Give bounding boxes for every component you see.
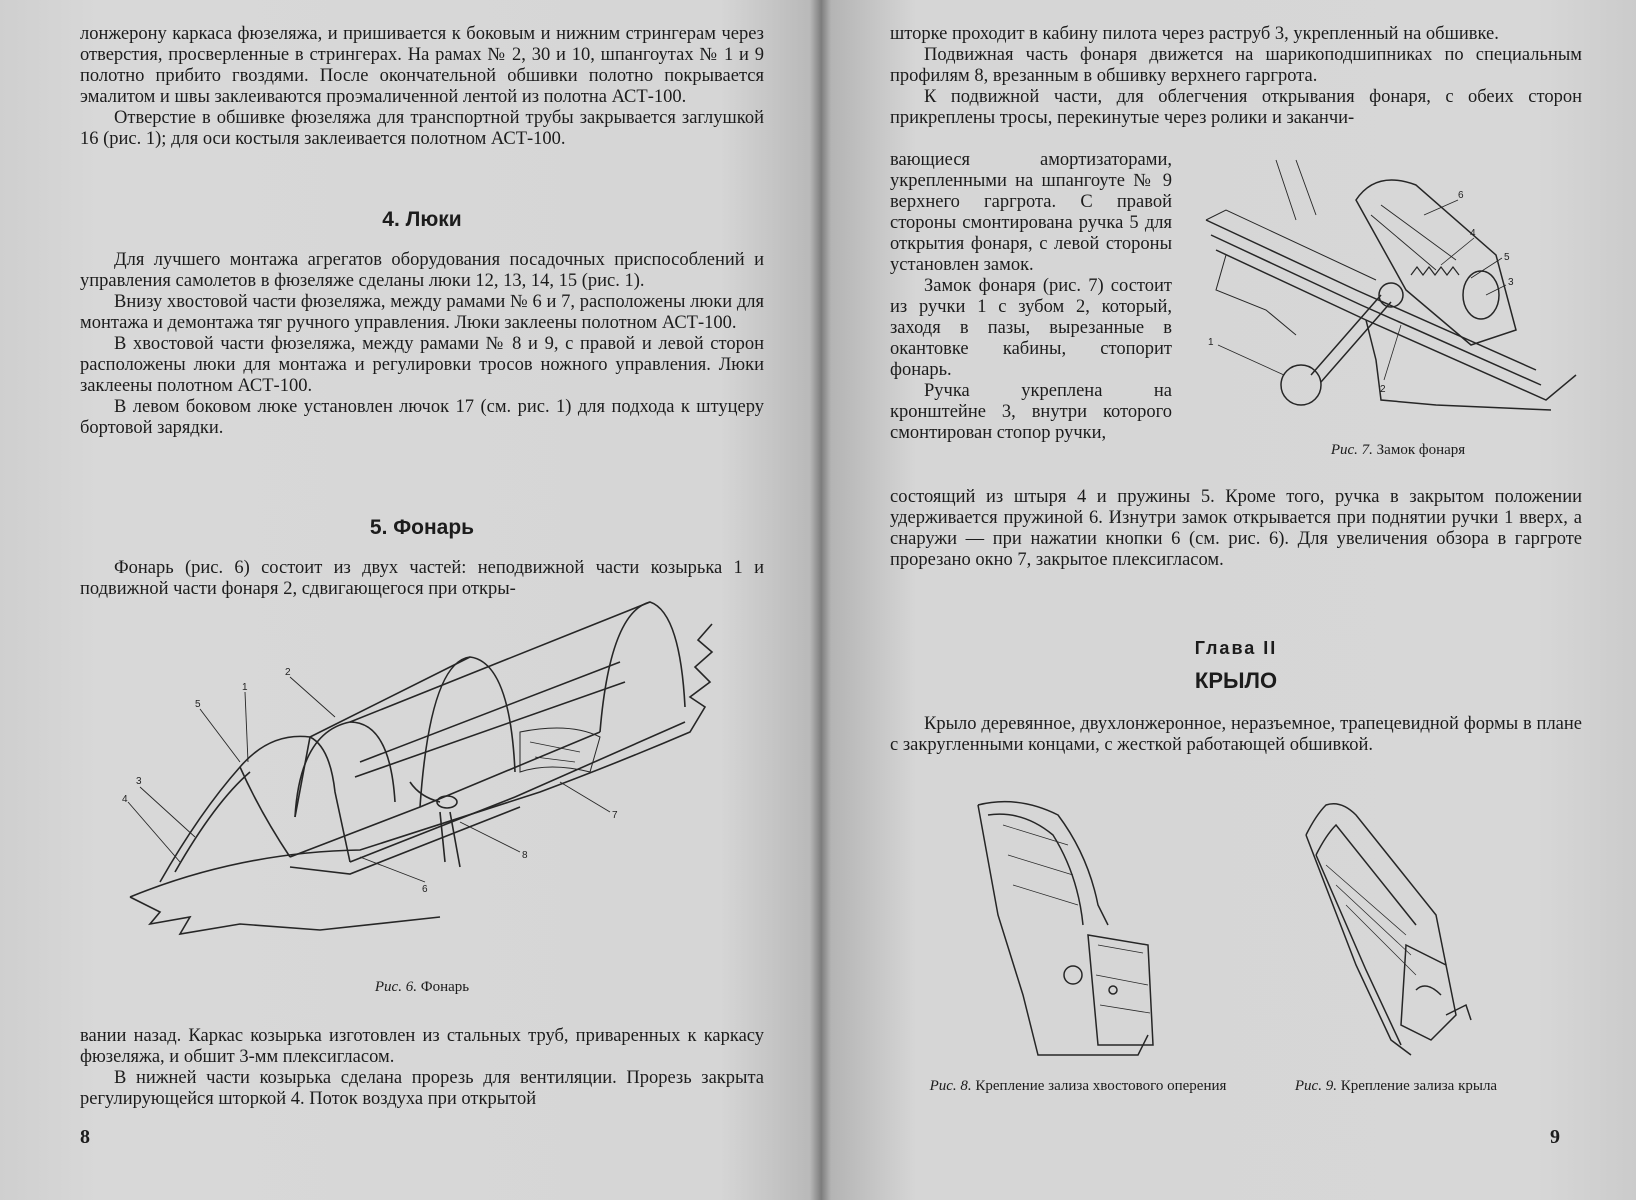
fig6-callout-4: 4: [122, 794, 128, 805]
left-text-block-3: [80, 558, 764, 600]
fig9-block: [1401, 945, 1456, 1040]
fig6-top-rail: [350, 602, 650, 722]
section-heading-canopy: 5. Фонарь: [369, 516, 475, 539]
fig6-callout-5: 5: [195, 699, 201, 710]
left-paragraph-3: Для лучшего монтажа агрегатов оборудования посадочных приспособлений и управления самолетов в фюзеляже сделаны люки 12, 13, 14, 15 (рис. 1).: [80, 250, 764, 291]
fig6-caption-label: Рис. 6.: [374, 979, 417, 995]
chapter-title: КРЫЛО: [1194, 668, 1278, 693]
figure-8-tail-fillet-drawing: [978, 795, 1178, 1065]
left-paragraph-6: В левом боковом люке установлен лючок 17 (см. рис. 1) для подхода к штуцеру бортовой зарядки.: [80, 397, 764, 438]
figure-6-canopy-drawing: [120, 612, 720, 942]
fig9-caption-text: Крепление зализа крыла: [1340, 1078, 1498, 1094]
figure-7-caption: [1228, 441, 1568, 459]
fig7-caption-text: Замок фонаря: [1376, 442, 1466, 458]
fig9-fillet-profile: [1306, 804, 1446, 965]
fig6-middle-hoop: [420, 657, 515, 807]
fig7-callout-2: 2: [1380, 384, 1386, 395]
fig8-block: [1088, 935, 1153, 1045]
fig6-callout-3: 3: [136, 776, 142, 787]
right-page: [818, 0, 1636, 1200]
right-paragraph-5-full: состоящий из штыря 4 и пружины 5. Кроме того, ручка в закрытом положении удерживается пружиной 6. Изнутри замок открывается при поднятии ручки 1 вверх, а снаружи — при нажатии кнопки 6 (см. рис. 6). Для увеличения обзора в гаргроте прорезано окно 7, закрытое плексигласом.: [890, 487, 1582, 570]
right-text-block-narrow: [890, 150, 1172, 444]
right-text-block-2: [890, 487, 1582, 571]
left-text-block-1: [80, 24, 764, 150]
right-paragraph-6: Крыло деревянное, двухлонжеронное, неразъемное, трапецевидной формы в плане с закругленными концами, с жесткой работающей обшивкой.: [890, 714, 1582, 755]
right-page-number: 9: [1550, 1126, 1560, 1148]
left-paragraph-4: Внизу хвостовой части фюзеляжа, между рамами № 6 и 7, расположены люки для монтажа и демонтажа тяг ручного управления. Люки заклеены полотном АСТ-100.: [80, 292, 764, 333]
fig7-spring: [1411, 267, 1459, 275]
right-paragraph-3-narrow: вающиеся амортизаторами, укрепленными на шпангоуте № 9 верхнего гаргрота. С правой стороны смонтирована ручка 5 для открытия фонаря, с левой стороны установлен замок.: [890, 150, 1172, 275]
figure-9-caption: [1236, 1077, 1556, 1095]
fig6-jagged-bottom: [130, 897, 440, 934]
section-heading-hatches: 4. Люки: [382, 208, 462, 231]
fig8-caption-label: Рис. 8.: [929, 1078, 972, 1094]
fig7-callout-4: 4: [1470, 228, 1476, 239]
right-paragraph-2: Подвижная часть фонаря движется на шарикоподшипниках по специальным профилям 8, врезанным в обшивку верхнего гаргрота.: [890, 45, 1582, 86]
right-paragraph-5-narrow: Ручка укреплена на кронштейне 3, внутри которого смонтирован стопор ручки,: [890, 381, 1172, 443]
fig9-caption-label: Рис. 9.: [1294, 1078, 1337, 1094]
fig6-callout-2: 2: [285, 667, 291, 678]
fig6-callout-7: 7: [612, 810, 618, 821]
left-paragraph-1: лонжерону каркаса фюзеляжа, и пришивается к боковым и нижним стрингерам через отверстия, просверленные в стрингерах. На рамах № 2, 30 и 10, шпангоутах № 1 и 9 полотно прибито гвоздями. После окончательной обшивки полотно покрывается эмалитом и швы заклеиваются проэмаличенной лентой из полотна АСТ-100.: [80, 24, 764, 107]
fig7-callout-3: 3: [1508, 277, 1514, 288]
figure-6-caption: [80, 978, 764, 996]
fig6-callout-6: 6: [422, 884, 428, 895]
fig6-lower-rail: [290, 732, 600, 857]
fig6-callout-8: 8: [522, 850, 528, 861]
left-page-number: 8: [80, 1126, 90, 1148]
fig7-callout-1: 1: [1208, 337, 1214, 348]
fig6-callout-1: 1: [242, 682, 248, 693]
left-text-block-2: [80, 250, 764, 439]
left-paragraph-9: В нижней части козырька сделана прорезь для вентиляции. Прорезь закрыта регулирующейся шторкой 4. Поток воздуха при открытой: [80, 1068, 764, 1109]
left-paragraph-7: Фонарь (рис. 6) состоит из двух частей: неподвижной части козырька 1 и подвижной части фонаря 2, сдвигающегося при откры-: [80, 558, 764, 599]
fig7-handle-shaft: [1311, 295, 1391, 382]
left-paragraph-8: вании назад. Каркас козырька изготовлен из стальных труб, приваренных к каркасу фюзеляжа, и обшит 3-мм плексигласом.: [80, 1026, 764, 1067]
left-paragraph-5: В хвостовой части фюзеляжа, между рамами № 8 и 9, с правой и левой сторон расположены люки для монтажа и регулировки тросов ножного управления. Люки заклеены полотном АСТ-100.: [80, 334, 764, 396]
fig6-fuselage-edge: [130, 624, 712, 897]
fig6-caption-text: Фонарь: [420, 979, 470, 995]
figure-9-wing-fillet-drawing: [1296, 795, 1496, 1065]
chapter-label: Глава II: [1194, 638, 1278, 658]
right-paragraph-1: шторке проходит в кабину пилота через раструб 3, укрепленный на обшивке.: [890, 24, 1499, 44]
fig8-fillet-profile: [978, 802, 1108, 925]
right-text-block-1: [890, 24, 1582, 129]
right-paragraph-3-full: К подвижной части, для облегчения открывания фонаря, с обеих сторон прикреплены тросы, перекинутые через ролики и заканчи-: [890, 87, 1582, 128]
left-text-block-4: [80, 1026, 764, 1110]
figure-7-lock-drawing: [1206, 160, 1586, 425]
fig7-callout-6: 6: [1458, 190, 1464, 201]
fig7-bracket: [1356, 180, 1516, 345]
fig8-caption-text: Крепление зализа хвостового оперения: [975, 1078, 1227, 1094]
left-paragraph-2: Отверстие в обшивке фюзеляжа для транспортной трубы закрывается заглушкой 16 (рис. 1); для оси костыля заклеивается полотном АСТ-100.: [80, 108, 764, 149]
figure-8-caption: [918, 1077, 1238, 1095]
fig7-handle-ball: [1281, 365, 1321, 405]
fig7-callout-5: 5: [1504, 252, 1510, 263]
fig6-rear-hoop: [600, 602, 685, 732]
fig7-caption-label: Рис. 7.: [1330, 442, 1373, 458]
right-paragraph-4: Замок фонаря (рис. 7) состоит из ручки 1 с зубом 2, который, заходя в пазы, вырезанные в окантовке кабины, стопорит фонарь.: [890, 276, 1172, 380]
right-text-block-3: [890, 714, 1582, 756]
